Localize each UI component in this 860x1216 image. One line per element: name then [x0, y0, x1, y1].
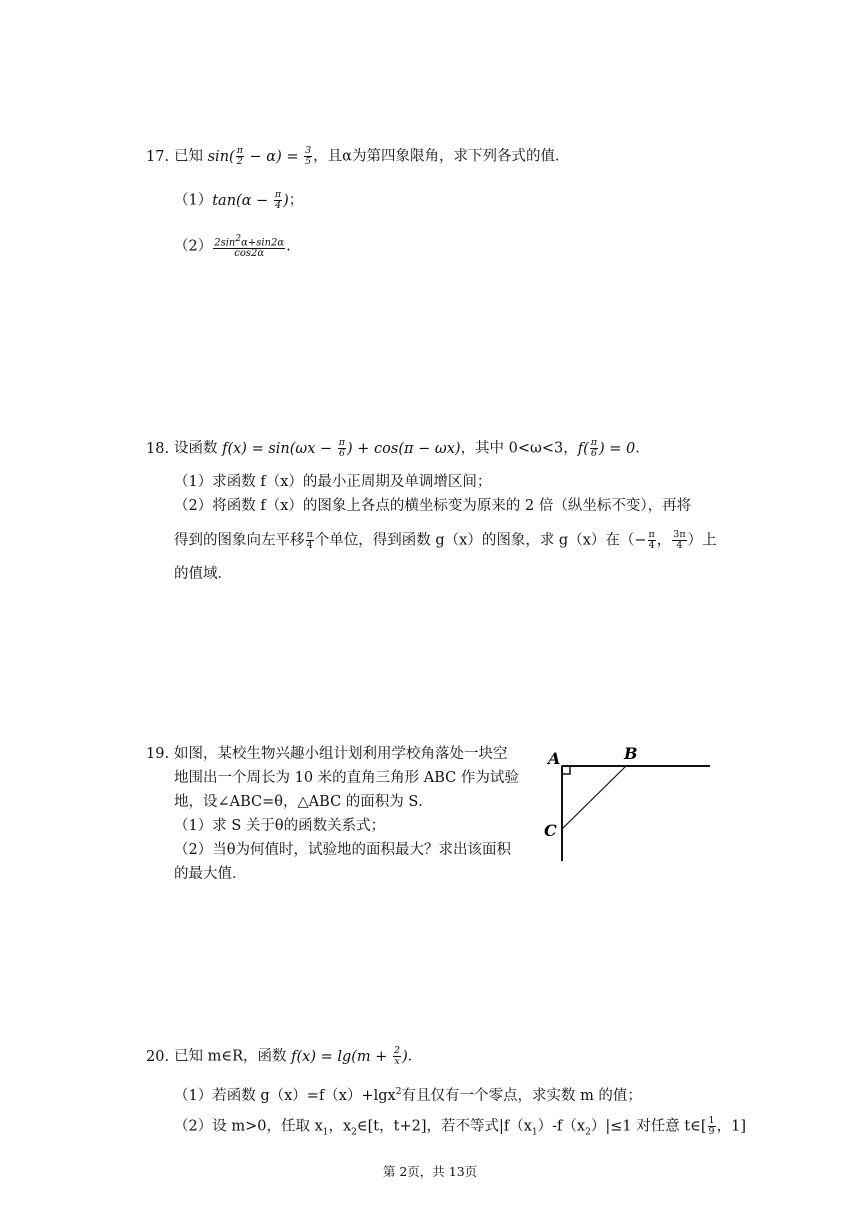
- q19-line-1: [146, 744, 508, 764]
- q17-number: 17.: [146, 148, 170, 165]
- right-angle-mark: [562, 766, 570, 774]
- q20-part-2: （2）设 m>0，任取 $x_1$，$x_2\in[t$，t+2]，若不等式$|f(x_1)-f(x_2)|\le 1$ 对任意 t∈[ $\frac{1}{9}$ ，1]: [174, 1115, 746, 1138]
- q18-line-3: 得到的图象向左平移 $\frac{\pi}{4}$ 个单位，得到函数 g（x）的图象，求 g（x）在（− $\frac{\pi}{4}$ ， $\frac{3\pi}{4}$ ）上: [174, 529, 717, 551]
- q18-number: 18.: [146, 440, 170, 457]
- q19-number: 19.: [146, 746, 170, 762]
- q18-stem-a: 设函数: [174, 440, 218, 457]
- q19-line-2: 地围出一个周长为 10 米的直角三角形 ABC 作为试验: [174, 770, 519, 786]
- q18-l3-d: ）上: [687, 532, 717, 549]
- q17-stem-a: 已知: [174, 148, 203, 165]
- q20-l2-a: （2）设 m>0，任取 x: [174, 1118, 323, 1135]
- q20-stem-a: 已知 m∈R，函数: [174, 1048, 287, 1065]
- q18-l3-a: 得到的图象向左平移: [174, 532, 305, 549]
- q18-stem-c: ．: [635, 440, 650, 457]
- q20-l2-f: ，1]: [716, 1118, 746, 1135]
- q17-p1-tail: ；: [288, 192, 304, 209]
- q17-p2-tail: .: [286, 238, 291, 255]
- q20-stem: [146, 1046, 422, 1067]
- label-c: C: [544, 821, 557, 840]
- q17-stem-b: ，且α为第四象限角，求下列各式的值．: [313, 148, 570, 165]
- q20-l1-a: （1）若函数 g（x）=f（x）+lgx: [174, 1087, 396, 1104]
- q20-l2-s3: 1: [531, 1127, 538, 1138]
- q19-line-6: 的最大值．: [174, 866, 247, 882]
- q17-p2-formula: $\frac{2\sin 2\alpha+\sin 2\alpha}{\cos 2\alpha}$: [214, 234, 285, 260]
- q20-l2-b: ，x: [328, 1118, 352, 1135]
- q17-p1-formula: tan(α − $\frac{\pi}{4}$ ): [212, 189, 289, 211]
- q17-formula: sin( $\frac{\pi}{2}$ − α) = $\frac{3}{5}$: [207, 145, 312, 167]
- q19-line-5: （2）当θ为何值时，试验地的面积最大？求出该面积: [174, 842, 511, 858]
- q18-condition: f( $\frac{\pi}{6}$ ) = 0: [577, 437, 636, 459]
- q20-formula: f(x) = lg(m + $\frac{2}{x}$ ): [291, 1045, 408, 1067]
- label-a: A: [548, 749, 561, 768]
- q20-l2-s1: 1: [322, 1127, 329, 1138]
- label-b: B: [624, 744, 638, 763]
- q17-stem: [146, 146, 569, 167]
- q18-stem: [146, 438, 650, 459]
- q19-line-3: 地，设∠ABC=θ，△ABC 的面积为 S．: [174, 794, 433, 810]
- q18-line-2: （2）将函数 f（x）的图象上各点的横坐标变为原来的 2 倍（纵坐标不变），再将: [174, 498, 692, 514]
- q17-part-1: [174, 190, 303, 211]
- q20-l2-d: ）-f（x: [537, 1118, 586, 1135]
- q18-formula: f(x) = sin(ωx − $\frac{\pi}{6}$ ) + cos(π − ωx): [222, 437, 461, 459]
- q18-l3-c: ，: [656, 532, 672, 549]
- q19-figure: [540, 735, 715, 865]
- q20-l1-b: 有且仅有一个零点，求实数 m 的值；: [401, 1087, 642, 1104]
- q17-part-2: [174, 234, 291, 259]
- page-footer: 第 2页，共 13页: [382, 1164, 478, 1179]
- q20-l2-s2: 2: [351, 1127, 357, 1138]
- q18-l3-b: 个单位，得到函数 g（x）的图象，求 g（x）在（−: [314, 532, 647, 549]
- q20-stem-b: ．: [407, 1048, 423, 1065]
- q18-line-4: 的值域．: [174, 566, 232, 582]
- q17-p1-label: （1）: [174, 192, 213, 209]
- q20-l2-s4: 2: [585, 1127, 591, 1138]
- figure-hypotenuse: [562, 766, 626, 829]
- q17-p2-label: （2）: [174, 238, 213, 255]
- q20-number: 20.: [146, 1048, 170, 1065]
- q20-part-1: [174, 1082, 642, 1106]
- q20-l1-sup: 2: [395, 1087, 402, 1097]
- q18-line-1: （1）求函数 f（x）的最小正周期及单调增区间；: [174, 474, 492, 490]
- q20-l2-e: ）|≤1 对任意 t∈[: [590, 1118, 707, 1135]
- q19-line-4: （1）求 S 关于θ的函数关系式；: [174, 818, 386, 834]
- q18-stem-b: ，其中 0<ω<3，: [460, 440, 578, 457]
- q19-l1: 如图，某校生物兴趣小组计划利用学校角落处一块空: [174, 746, 508, 762]
- q20-l2-c: ∈[t，t+2]，若不等式|f（x: [356, 1118, 532, 1135]
